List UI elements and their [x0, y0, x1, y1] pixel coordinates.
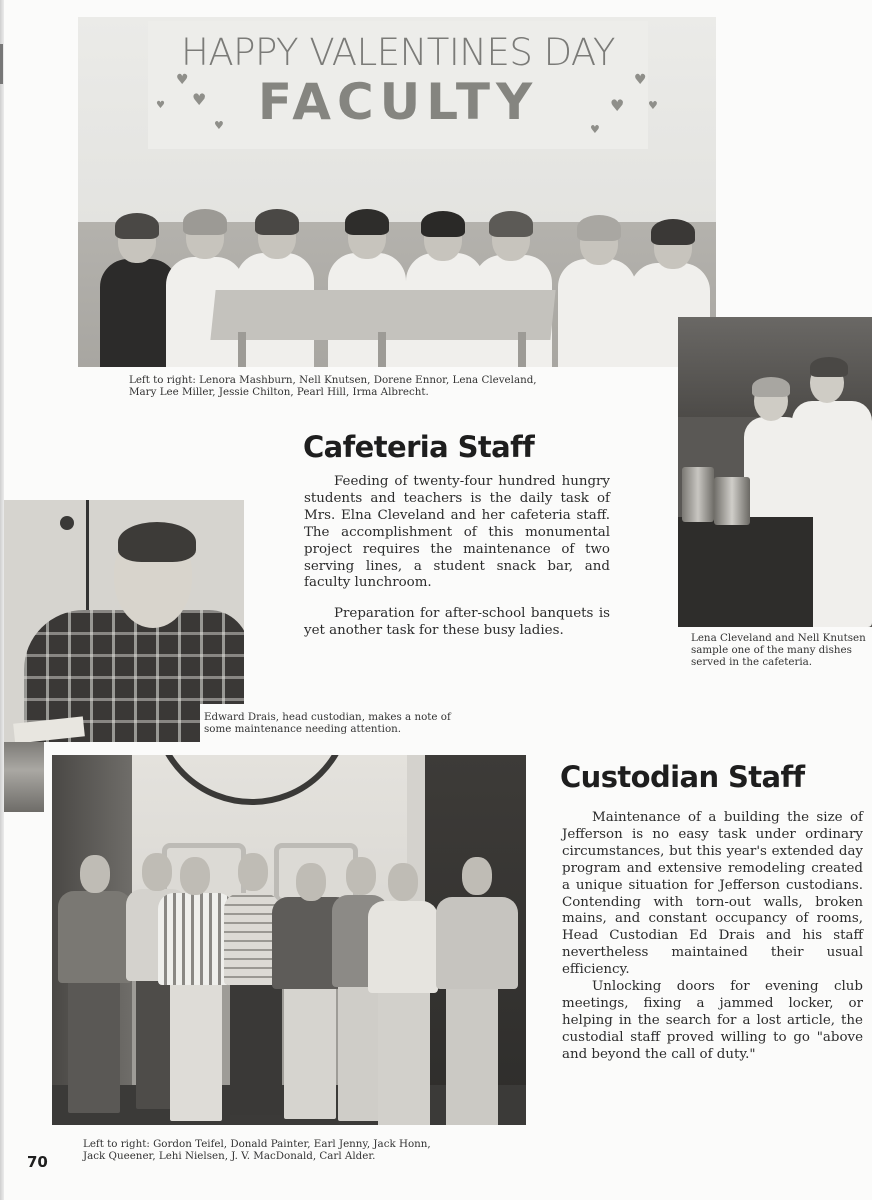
banner-text-line1: HAPPY VALENTINES DAY: [181, 31, 615, 74]
cafeteria-heading: Cafeteria Staff: [303, 430, 535, 464]
wall-outlet: [60, 516, 74, 530]
paragraph: Feeding of twenty-four hundred hungry students and teachers is the daily task of Mrs. Elna Cleveland and her cafeteria staff. The accomplishment of this monumental project requires the maintenance of two serving lines, a student snack bar, and faculty lunchroom.: [304, 474, 610, 591]
kitchen-counter: [678, 517, 813, 627]
heart-icon: ♥: [610, 96, 625, 115]
cafeteria-body: [304, 474, 610, 640]
heart-icon: ♥: [214, 119, 224, 132]
heart-icon: ♥: [176, 72, 189, 88]
cooking-pot: [714, 477, 750, 525]
valentines-banner: [148, 21, 658, 149]
caption-line: Lena Cleveland and Nell Knutsen: [691, 632, 866, 644]
caption-line: Left to right: Lenora Mashburn, Nell Knutsen, Dorene Ennor, Lena Cleveland,: [129, 374, 537, 386]
caption-line: sample one of the many dishes: [691, 644, 852, 656]
heart-icon: ♥: [192, 90, 207, 109]
heart-icon: ♥: [590, 123, 600, 136]
custodian-group-photo: [52, 755, 526, 1125]
custodian-heading: Custodian Staff: [560, 760, 805, 794]
drais-photo-caption: [204, 711, 494, 735]
heart-icon: ♥: [648, 99, 658, 112]
kitchen-serving-photo: [678, 317, 872, 627]
custodian-photo-caption: [83, 1138, 523, 1162]
custodian-body: [562, 810, 863, 1064]
faculty-group-photo: [78, 17, 716, 367]
heart-icon: ♥: [634, 72, 647, 88]
paragraph: Unlocking doors for evening club meetings, fixing a jammed locker, or helping in the search for a lost article, the custodial staff proved willing to go "above and beyond the call of duty.": [562, 979, 863, 1062]
caption-line: Edward Drais, head custodian, makes a note of: [204, 711, 451, 723]
heart-icon: ♥: [156, 100, 165, 111]
faculty-photo-caption: [129, 374, 609, 398]
photo-edge-strip: [4, 742, 44, 812]
cooking-pot: [682, 467, 714, 522]
caption-line: Jack Queener, Lehi Nielsen, J. V. MacDonald, Carl Alder.: [83, 1150, 376, 1162]
person-hair: [118, 522, 196, 562]
caption-line: Left to right: Gordon Teifel, Donald Painter, Earl Jenny, Jack Honn,: [83, 1138, 431, 1150]
banner-text-line2: FACULTY: [257, 73, 539, 131]
page-binding-mark: [0, 44, 3, 84]
paragraph: Maintenance of a building the size of Jefferson is no easy task under ordinary circumstances, but this year's extended day program and extensive remodeling created a unique situation for Jefferson custodians. Contending with torn-out walls, broken mains, and constant occupancy of rooms, Head Custodian Ed Drais and his staff nevertheless maintained their usual efficiency.: [562, 810, 863, 978]
caption-line: Mary Lee Miller, Jessie Chilton, Pearl Hill, Irma Albrecht.: [129, 386, 429, 398]
caption-line: some maintenance needing attention.: [204, 723, 402, 735]
paragraph: Preparation for after-school banquets is yet another task for these busy ladies.: [304, 606, 610, 639]
table-legs: [238, 332, 538, 367]
kitchen-photo-caption: [691, 632, 872, 668]
page-number: 70: [27, 1153, 48, 1171]
caption-line: served in the cafeteria.: [691, 656, 813, 668]
